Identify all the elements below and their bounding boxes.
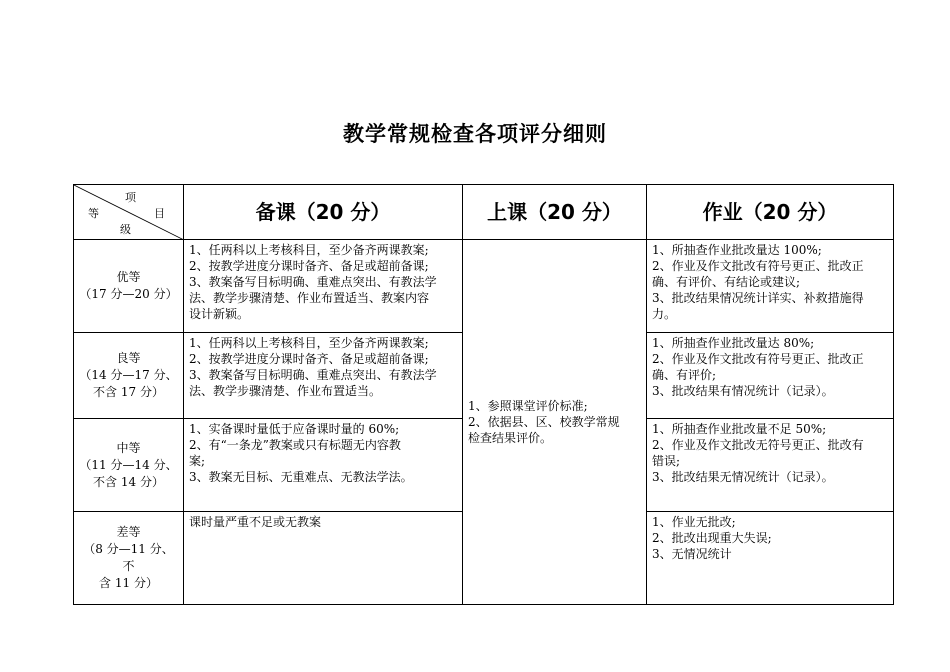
shangke-cell <box>463 240 647 605</box>
criteria-line: 3、教案无目标、无重难点、无教法学法。 <box>189 470 413 484</box>
corner-label-bottom: 级 <box>120 223 131 236</box>
grade-cell <box>74 512 184 605</box>
page-title: 教学常规检查各项评分细则 <box>343 122 607 146</box>
criteria-line: 法、教学步骤清楚、作业布置适当。 <box>189 384 382 398</box>
criteria-line: 2、批改出现重大失误; <box>652 531 772 545</box>
criteria-line: 2、作业及作文批改有符号更正、批改正 <box>652 259 864 273</box>
grade-range: 不含 14 分） <box>93 474 164 489</box>
grade-range: （14 分—17 分、 <box>79 368 178 382</box>
criteria-line: 1、任两科以上考核科目，至少备齐两课教案; <box>189 243 429 257</box>
criteria-line: 2、作业及作文批改无符号更正、批改有 <box>652 438 864 452</box>
grade-cell <box>74 419 184 512</box>
header-row <box>74 185 894 240</box>
criteria-line: 2、依据县、区、校教学常规 <box>468 415 620 429</box>
beike-cell <box>184 419 463 512</box>
criteria-line: 1、所抽查作业批改量不足 50%; <box>652 422 827 436</box>
criteria-line: 1、任两科以上考核科目，至少备齐两课教案; <box>189 336 429 350</box>
criteria-line: 1、作业无批改; <box>652 515 736 529</box>
criteria-line: 确、有评价、有结论或建议; <box>652 275 801 289</box>
corner-label-right: 目 <box>154 207 165 220</box>
grade-range: 含 11 分） <box>99 576 158 590</box>
beike-cell <box>184 240 463 333</box>
grade-range: 不含 17 分） <box>93 385 164 399</box>
criteria-line: 3、批改结果有情况统计（记录）。 <box>652 384 834 398</box>
criteria-line: 课时量严重不足或无教案 <box>189 515 322 529</box>
column-header-shangke: 上课（20 分） <box>463 185 647 240</box>
beike-cell <box>184 333 463 419</box>
criteria-line: 1、所抽查作业批改量达 100%; <box>652 243 822 257</box>
grade-range: （11 分—14 分、 <box>79 457 178 472</box>
criteria-line: 1、所抽查作业批改量达 80%; <box>652 336 815 350</box>
criteria-line: 3、批改结果无情况统计（记录）。 <box>652 470 834 484</box>
diagonal-header-cell <box>74 185 184 240</box>
corner-label-left: 等 <box>88 207 99 220</box>
criteria-line: 设计新颖。 <box>189 307 250 321</box>
criteria-line: 2、作业及作文批改有符号更正、批改正 <box>652 352 864 366</box>
criteria-line: 确、有评价; <box>652 368 717 382</box>
criteria-line: 3、无情况统计 <box>652 547 732 561</box>
grade-name: 中等 <box>116 440 141 455</box>
scoring-table <box>73 184 894 605</box>
criteria-line: 3、教案备写目标明确、重难点突出、有教法学 <box>189 368 437 382</box>
criteria-line: 3、批改结果情况统计详实、补救措施得 <box>652 291 864 305</box>
criteria-line: 法、教学步骤清楚、作业布置适当、教案内容 <box>189 291 430 305</box>
criteria-line: 2、有“一条龙”教案或只有标题无内容教 <box>189 438 401 452</box>
criteria-line: 1、参照课堂评价标准; <box>468 399 588 413</box>
criteria-line: 力。 <box>652 307 677 321</box>
grade-cell <box>74 240 184 333</box>
zuoye-cell <box>647 240 894 333</box>
grade-name: 差等 <box>116 525 141 539</box>
criteria-line: 2、按教学进度分课时备齐、备足或超前备课; <box>189 352 429 366</box>
table-row <box>74 240 894 333</box>
zuoye-cell <box>647 512 894 605</box>
criteria-line: 1、实备课时量低于应备课时量的 60%; <box>189 422 400 436</box>
grade-name: 优等 <box>116 270 141 284</box>
criteria-line: 2、按教学进度分课时备齐、备足或超前备课; <box>189 259 429 273</box>
grade-range: （8 分—11 分、不 <box>83 542 174 573</box>
corner-label-top: 项 <box>125 191 136 204</box>
criteria-line: 错误; <box>652 454 681 468</box>
criteria-line: 案; <box>189 454 206 468</box>
zuoye-cell <box>647 419 894 512</box>
grade-range: （17 分—20 分） <box>79 287 178 301</box>
column-header-zuoye: 作业（20 分） <box>647 185 894 240</box>
zuoye-cell <box>647 333 894 419</box>
grade-name: 良等 <box>116 351 141 365</box>
criteria-line: 3、教案备写目标明确、重难点突出、有教法学 <box>189 275 437 289</box>
criteria-line: 检查结果评价。 <box>468 431 553 445</box>
column-header-beike: 备课（20 分） <box>184 185 463 240</box>
beike-cell <box>184 512 463 605</box>
grade-cell <box>74 333 184 419</box>
